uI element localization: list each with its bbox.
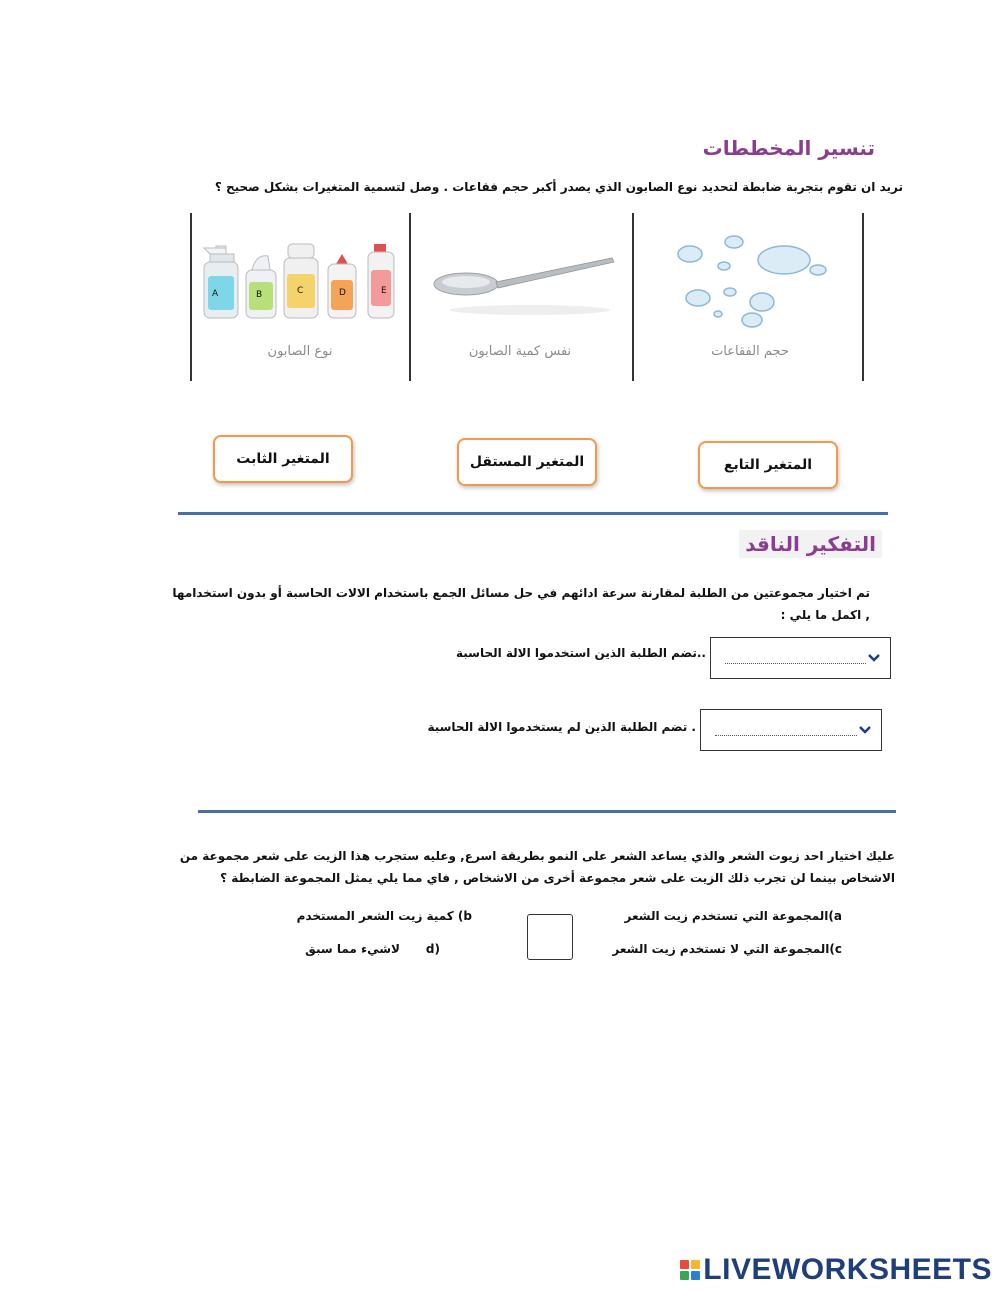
independent-variable-box[interactable]: المتغير المستقل [457,438,597,486]
group2-dropdown[interactable] [700,709,882,751]
option-b: b) كمية زيت الشعر المستخدم [296,909,472,923]
section2-title: التفكير الناقد [739,530,882,558]
group1-dropdown[interactable] [710,637,891,679]
caption-bubbles: حجم الفقاعات [711,344,789,359]
spoon-icon [430,250,620,320]
option-d: لاشيء مما سبق [305,942,400,956]
section-divider [178,512,888,515]
logo-icon [680,1260,700,1280]
bottle-label: A [212,289,219,299]
section3-question-line2: الاشخاص بينما لن تجرب ذلك الزيت على شعر مجموعة أخرى من الاشخاص , فاي مما يلي يمثل المجموعة الضابطة ؟ [220,871,895,885]
section3-question [175,845,895,889]
section3-question-line1: عليك اختيار احد زيوت الشعر والذي يساعد الشعر على النمو بطريقة اسرع, وعليه ستجرب هذا الزيت على شعر مجموعة من [179,849,895,863]
dotted-blank [715,725,857,736]
dependent-variable-box[interactable]: المتغير التابع [698,441,838,489]
option-c: c)المجموعة التي لا تستخدم زيت الشعر [612,942,842,956]
divider [409,213,411,381]
answer-input-box[interactable] [527,914,573,960]
bottle-label: E [381,286,387,296]
section-divider [198,810,896,813]
option-d-letter: (d [425,942,440,956]
section2-question-line1: تم اختيار مجموعتين من الطلبة لمقارنة سرعة ادائهم في حل مسائل الجمع باستخدام الالات الحاسبة أو بدون استخدامها [172,586,870,600]
section2-question [170,582,870,626]
option-a: a)المجموعة التي تستخدم زيت الشعر [624,909,842,923]
bubbles-icon [660,232,840,332]
divider [632,213,634,381]
caption-spoon: نفس كمية الصابون [468,344,572,359]
section1-question: تريد ان تقوم بتجربة ضابطة لتحديد نوع الصابون الذي يصدر أكبر حجم فقاعات . وصل لتسمية المتغيرات بشكل صحيح ؟ [214,180,903,194]
chevron-down-icon [866,650,882,666]
bottle-label: C [297,286,304,296]
divider [190,213,192,381]
bottle-label: D [339,288,346,298]
caption-soap-type: نوع الصابون [267,344,333,359]
soap-bottles-icon [196,240,406,322]
section2-question-line2: , اكمل ما يلي : [780,608,870,622]
constant-variable-box[interactable]: المتغير الثابت [213,435,353,483]
section1-title: تنسير المخططات [702,136,875,160]
divider [862,213,864,381]
logo-text: LIVEWORKSHEETS [703,1253,992,1286]
group2-label: . تضم الطلبة الذين لم يستخدموا الالة الحاسبة [427,720,696,734]
dotted-blank [725,653,866,664]
liveworksheets-logo [680,1253,992,1287]
chevron-down-icon [857,722,873,738]
bottle-label: B [256,290,263,300]
group1-label: ..تضم الطلبة الذين استخدموا الالة الحاسبة [455,646,706,660]
